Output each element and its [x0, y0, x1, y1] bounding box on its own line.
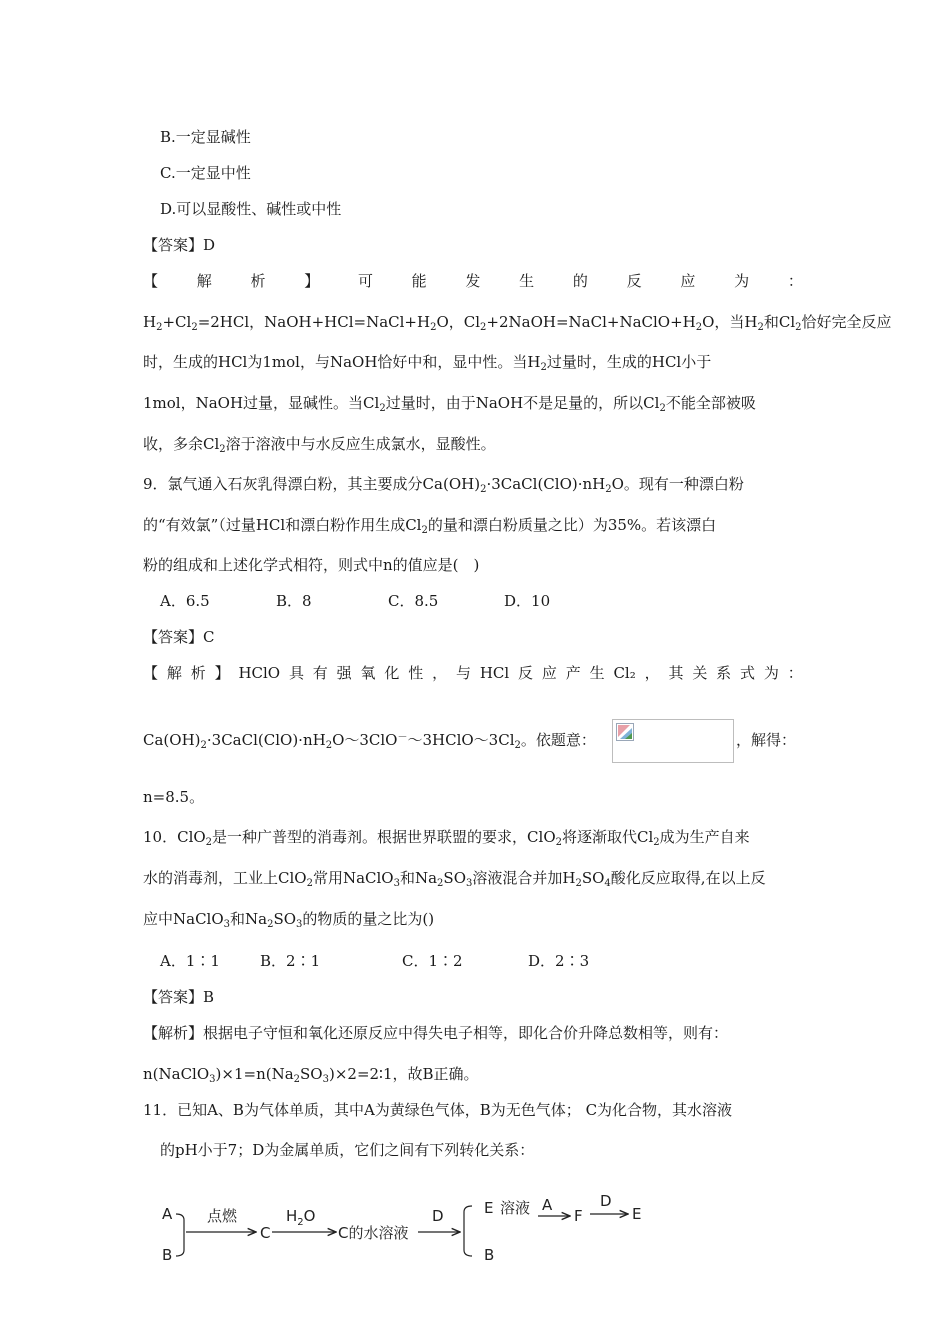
- char: 的: [572, 272, 588, 290]
- q10-answer: 【答案】B: [143, 988, 215, 1006]
- node-a: A: [162, 1205, 173, 1223]
- char: 氧: [360, 664, 376, 682]
- q10-stem-line-1: 10．ClO$_2$是一种广普型的消毒剂。根据世界联盟的要求，ClO$_2$将逐渐取代$Cl_2$成为生产自来: [143, 828, 750, 848]
- conversion-diagram: [150, 1190, 670, 1270]
- q10-options: [160, 950, 589, 972]
- label-d-first: D: [432, 1207, 444, 1225]
- product-brace: [464, 1206, 472, 1256]
- char: 式: [740, 664, 756, 682]
- q10-stem-line-3: 应中NaClO$_3$和$Na_2SO_3$的物质的量之比为(): [143, 910, 435, 930]
- q10-analysis-line-2: $n(NaClO_3)\times 1=n(Na_2SO_3)\times 2=2∶1$，故B正确。: [143, 1065, 479, 1085]
- q8-answer: 【答案】D: [143, 236, 216, 254]
- q9-stem-line-1: 9．氯气通入石灰乳得漂白粉，其主要成分$Ca(OH)_2\cdot 3CaCl(ClO)\cdot nH_2O$。现有一种漂白粉: [143, 475, 744, 495]
- char: 应: [680, 272, 696, 290]
- char: ，: [432, 664, 448, 682]
- char: 应: [541, 664, 557, 682]
- char: 生: [519, 272, 535, 290]
- char: 产: [565, 664, 581, 682]
- q11-stem-line-1: 11．已知A、B为气体单质，其中A为黄绿色气体，B为无色气体； C为化合物，其水溶液: [143, 1101, 733, 1119]
- q8-option-d: D.可以显酸性、碱性或中性: [160, 200, 342, 218]
- q8-analysis-heading: [143, 270, 803, 292]
- label-solution: 溶液: [500, 1199, 531, 1217]
- q8-analysis-line-3: 1mol，NaOH过量，显碱性。当$Cl_2$过量时，由于NaOH不是足量的，所以$Cl_2$不能全部被吸: [143, 394, 756, 414]
- char: 为: [734, 272, 750, 290]
- q10-option-d: D．2∶3: [528, 952, 590, 970]
- char: 反: [518, 664, 534, 682]
- label-d-second: D: [600, 1192, 612, 1210]
- node-b-product: B: [484, 1246, 495, 1264]
- q10-option-b: B．2∶1: [260, 952, 321, 970]
- label-water: $H_2O$: [286, 1207, 316, 1228]
- q9-analysis-result: n=8.5。: [143, 788, 205, 806]
- char: 性: [408, 664, 424, 682]
- q10-option-c: C．1∶2: [402, 952, 463, 970]
- char: ：: [787, 664, 803, 682]
- char: 解: [196, 272, 212, 290]
- q9-options: [160, 590, 550, 612]
- node-b: B: [162, 1246, 173, 1264]
- q9-analysis-heading: [143, 662, 803, 684]
- label-a-second: A: [542, 1196, 553, 1214]
- char: 为: [763, 664, 779, 682]
- char: 【: [143, 272, 159, 290]
- char: 反: [626, 272, 642, 290]
- char: 】: [214, 664, 230, 682]
- q9-analysis-relation: $Ca(OH)_2\cdot 3CaCl(ClO)\cdot nH_2O\sim 3ClO^-\sim 3HClO\sim 3Cl_2$。依题意：: [143, 731, 596, 751]
- q8-option-c: C.一定显中性: [160, 164, 251, 182]
- char: 析: [190, 664, 206, 682]
- q9-option-c: C．8.5: [388, 592, 439, 610]
- node-e-final: E: [632, 1205, 642, 1223]
- char: 有: [312, 664, 328, 682]
- reactant-brace: [176, 1214, 184, 1256]
- char: Cl₂: [613, 664, 636, 682]
- q9-answer: 【答案】C: [143, 628, 215, 646]
- char: HCl: [479, 664, 510, 682]
- char: HClO: [238, 664, 281, 682]
- q9-option-b: B．8: [276, 592, 312, 610]
- q8-analysis-line-2: 时，生成的HCl为1mol，与NaOH恰好中和，显中性。当$H_2$过量时，生成的HCl小于: [143, 353, 712, 373]
- char: 与: [455, 664, 471, 682]
- char: 生: [589, 664, 605, 682]
- node-c: C: [260, 1224, 271, 1242]
- char: 发: [465, 272, 481, 290]
- char: 】: [304, 272, 320, 290]
- q8-analysis-line-4: 收，多余$Cl_2$溶于溶液中与水反应生成氯水，显酸性。: [143, 435, 496, 455]
- char: 其: [668, 664, 684, 682]
- char: 可: [357, 272, 373, 290]
- char: 强: [336, 664, 352, 682]
- char: 解: [166, 664, 182, 682]
- q9-stem-line-2: 的“有效氯”（过量HCl和漂白粉作用生成$Cl_2$的量和漂白粉质量之比）为35%。若该漂白: [143, 516, 717, 536]
- char: ，: [644, 664, 660, 682]
- label-ignite: 点燃: [207, 1207, 238, 1225]
- char: 系: [716, 664, 732, 682]
- char: 【: [143, 664, 159, 682]
- char: 具: [288, 664, 304, 682]
- q10-stem-line-2: 水的消毒剂，工业上ClO$_2$常用NaClO$_3$和$Na_2SO_3$溶液混合并加$H_2SO_4$酸化反应取得,在以上反: [143, 869, 766, 889]
- q9-option-d: D．10: [504, 592, 551, 610]
- node-c-solution: C的水溶液: [338, 1224, 409, 1242]
- q9-option-a: A．6.5: [160, 592, 210, 610]
- char: ：: [787, 272, 803, 290]
- broken-image-icon: [616, 723, 634, 741]
- char: 化: [384, 664, 400, 682]
- q8-option-b: B.一定显碱性: [160, 128, 251, 146]
- q9-analysis-solve-label: ，解得：: [736, 731, 797, 749]
- q9-stem-line-3: 粉的组成和上述化学式相符，则式中n的值应是( ): [143, 556, 480, 574]
- q11-stem-line-2: 的pH小于7；D为金属单质，它们之间有下列转化关系：: [160, 1141, 535, 1159]
- node-e: E: [484, 1199, 494, 1217]
- char: 关: [692, 664, 708, 682]
- q10-option-a: A．1∶1: [160, 952, 220, 970]
- q8-analysis-line-1: $H_2+Cl_2=2HCl$，$NaOH+HCl=NaCl+H_2O$，$Cl_2+2NaOH=NaCl+NaClO+H_2O$，当$H_2$和$Cl_2$恰好完全反应: [143, 313, 892, 333]
- q10-analysis-line-1: 【解析】根据电子守恒和氧化还原反应中得失电子相等，即化合价升降总数相等，则有：: [143, 1024, 729, 1042]
- char: 能: [411, 272, 427, 290]
- node-f: F: [574, 1207, 583, 1225]
- char: 析: [250, 272, 266, 290]
- broken-formula-image: [612, 719, 734, 763]
